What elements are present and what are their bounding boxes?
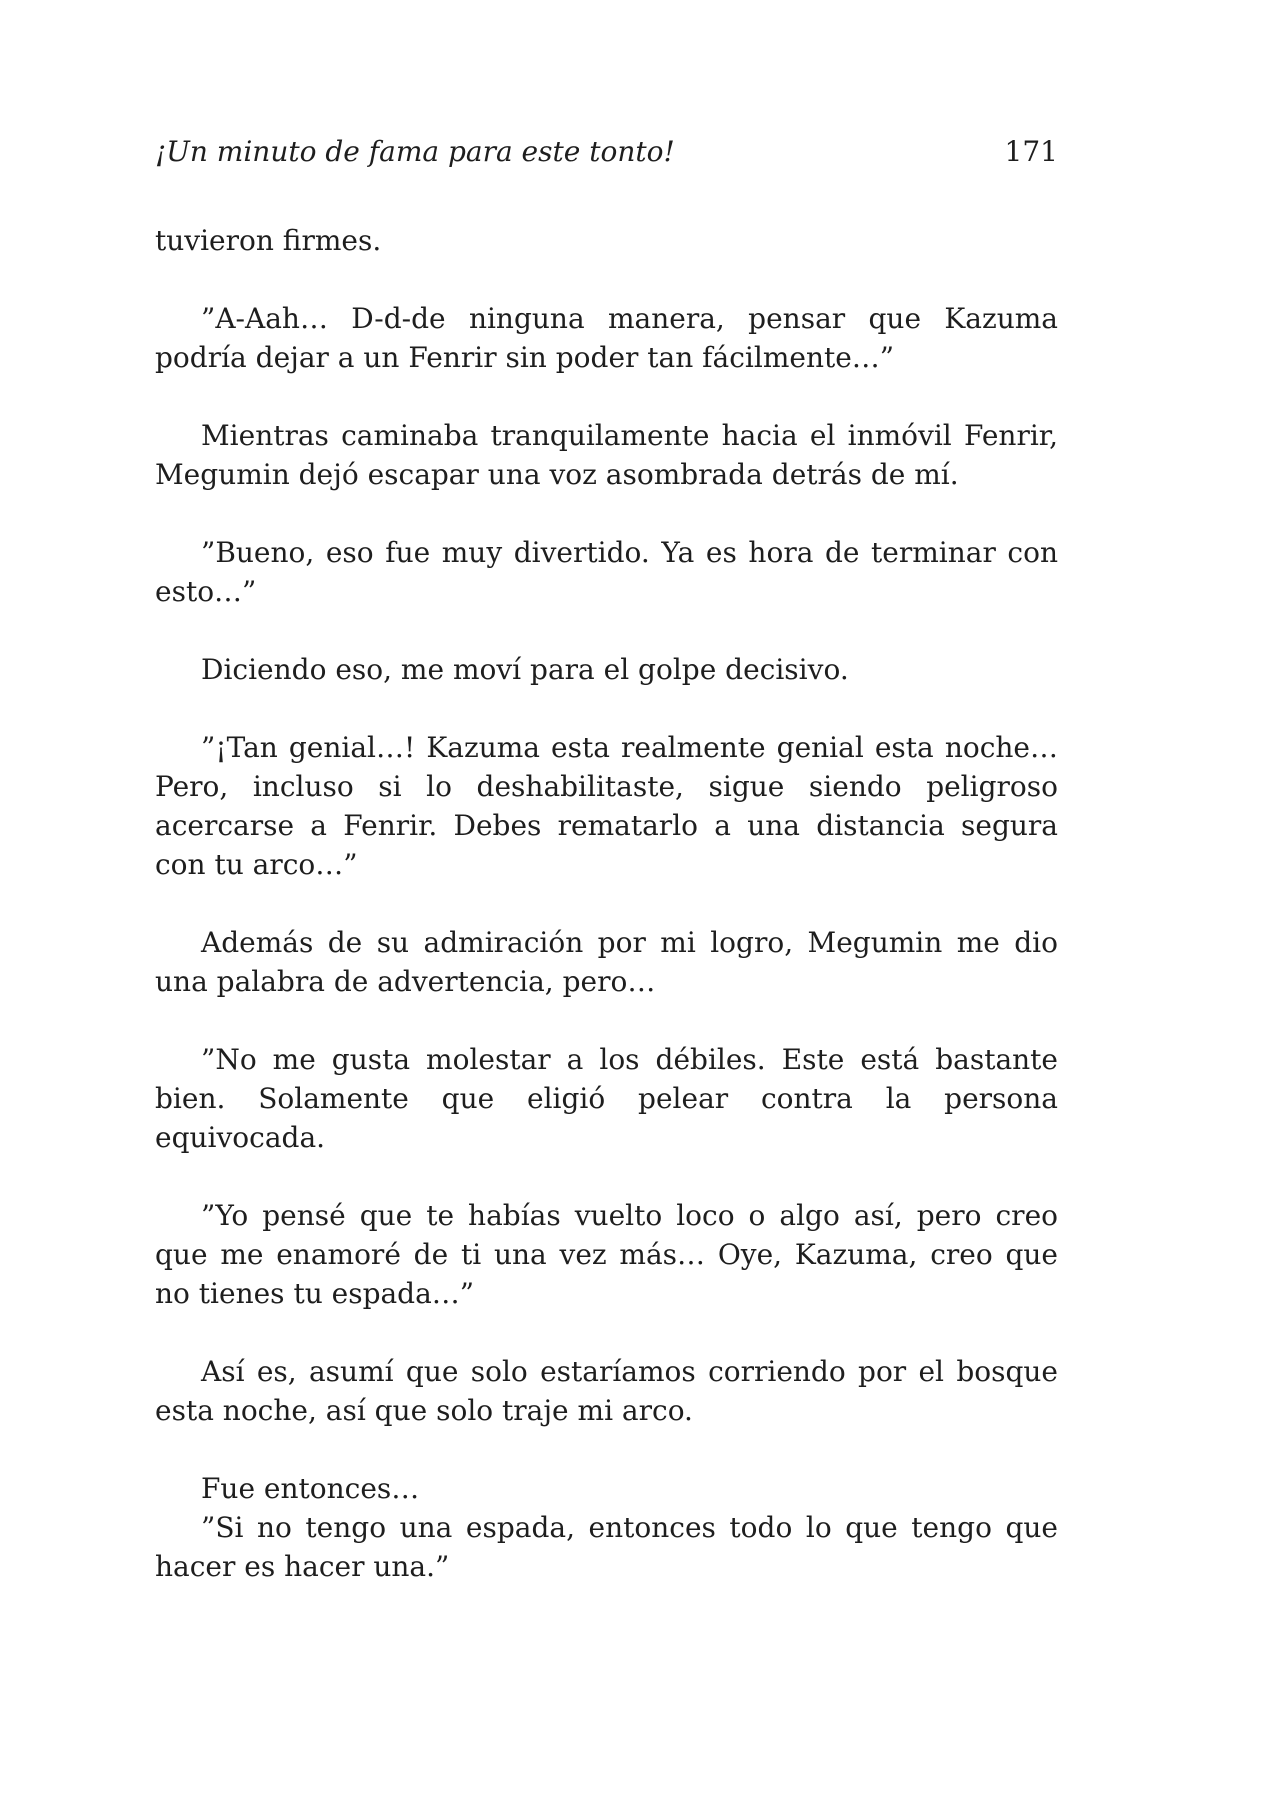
paragraph: ”No me gusta molestar a los débiles. Este está bastante bien. Solamente que eligió pelear contra la persona equivocada.	[155, 1043, 1058, 1154]
paragraph: Fue entonces…	[201, 1472, 420, 1505]
paragraph: Mientras caminaba tranquilamente hacia el inmóvil Fenrir, Megumin dejó escapar una voz asombrada detrás de mí.	[155, 419, 1058, 491]
paragraph: ”Yo pensé que te habías vuelto loco o algo así, pero creo que me enamoré de ti una vez más… Oye, Kazuma, creo que no tienes tu espada…”	[155, 1199, 1058, 1310]
paragraph: Además de su admiración por mi logro, Megumin me dio una palabra de advertencia, pero…	[155, 926, 1058, 998]
running-header	[155, 132, 1058, 172]
book-page	[155, 0, 1058, 1807]
page-number: 171	[1004, 135, 1058, 168]
paragraph: ”Bueno, eso fue muy divertido. Ya es hora de terminar con esto…”	[155, 536, 1058, 608]
paragraph: ”¡Tan genial…! Kazuma esta realmente genial esta noche… Pero, incluso si lo deshabilitaste, sigue siendo peligroso acercarse a Fenrir. Debes rematarlo a una distancia segura con tu arco…”	[155, 731, 1058, 881]
chapter-title: ¡Un minuto de fama para este tonto!	[155, 135, 675, 168]
paragraph: tuvieron firmes.	[155, 224, 382, 257]
paragraph: ”A-Aah… D-d-de ninguna manera, pensar que Kazuma podría dejar a un Fenrir sin poder tan fácilmente…”	[155, 302, 1058, 374]
paragraph: Diciendo eso, me moví para el golpe decisivo.	[201, 653, 849, 686]
paragraph: Así es, asumí que solo estaríamos corriendo por el bosque esta noche, así que solo traje mi arco.	[155, 1355, 1058, 1427]
paragraph: ”Si no tengo una espada, entonces todo lo que tengo que hacer es hacer una.”	[155, 1511, 1058, 1583]
body-text	[155, 221, 1058, 1586]
